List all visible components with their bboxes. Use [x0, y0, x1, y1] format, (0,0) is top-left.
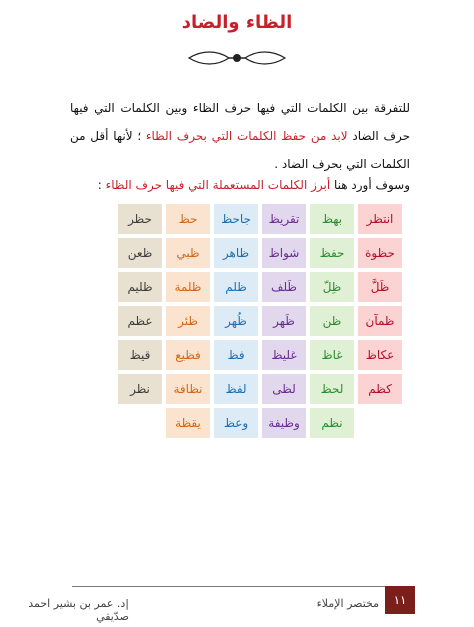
page-title: الظاء والضاد — [181, 12, 293, 33]
table-cell: ظلم — [214, 272, 258, 302]
intro-paragraph — [70, 94, 410, 178]
table-cell — [118, 408, 162, 438]
table-cell: لفظ — [214, 374, 258, 404]
table-cell: تقريظ — [262, 204, 306, 234]
table-cell: ظعن — [118, 238, 162, 268]
table-cell: لحظ — [310, 374, 354, 404]
table-cell — [70, 306, 114, 336]
table-cell: حظوة — [358, 238, 402, 268]
table-cell: بهظ — [310, 204, 354, 234]
table-cell: وعظ — [214, 408, 258, 438]
paragraph-highlight: لابد من حفظ الكلمات التي بحرف الظاء — [145, 129, 348, 143]
table-cell: نظم — [310, 408, 354, 438]
paragraph-text-end: ؛ لأنها أقل من الكلمات التي بحرف الضاد . — [70, 129, 410, 171]
table-cell — [70, 204, 114, 234]
table-cell: عكاظ — [358, 340, 402, 370]
table-cell: عظم — [118, 306, 162, 336]
table-cell: ظمآن — [358, 306, 402, 336]
table-cell: قيظ — [118, 340, 162, 370]
table-cell: غاظ — [310, 340, 354, 370]
table-cell: انتظر — [358, 204, 402, 234]
table-cell: كظم — [358, 374, 402, 404]
intro-text: وسوف أورد هنا — [330, 178, 410, 192]
table-cell: يقظة — [166, 408, 210, 438]
table-cell: شواظ — [262, 238, 306, 268]
intro-highlight: أبرز الكلمات المستعملة التي فيها حرف الظاء — [105, 178, 331, 192]
table-cell: ظَلف — [262, 272, 306, 302]
ornament-divider-icon — [187, 46, 287, 70]
table-cell: جاحظ — [214, 204, 258, 234]
table-cell — [70, 408, 114, 438]
book-title: مختصر الإملاء — [316, 597, 379, 610]
footer-divider — [72, 586, 402, 587]
table-cell: فظيع — [166, 340, 210, 370]
table-cell: فظ — [214, 340, 258, 370]
list-intro — [70, 178, 410, 192]
table-cell: ظبي — [166, 238, 210, 268]
table-cell: ظلمة — [166, 272, 210, 302]
table-cell — [70, 340, 114, 370]
table-cell: حظ — [166, 204, 210, 234]
table-cell: ظئر — [166, 306, 210, 336]
table-cell — [70, 272, 114, 302]
table-cell: نظر — [118, 374, 162, 404]
table-cell — [70, 374, 114, 404]
table-cell: حفظ — [310, 238, 354, 268]
table-cell: ظُهر — [214, 306, 258, 336]
intro-colon: : — [97, 178, 106, 192]
table-cell: ظن — [310, 306, 354, 336]
table-cell: نظافة — [166, 374, 210, 404]
table-cell — [70, 238, 114, 268]
word-table — [72, 204, 402, 438]
table-cell — [358, 408, 402, 438]
table-cell: ظِلّ — [310, 272, 354, 302]
table-cell: ظاهر — [214, 238, 258, 268]
paragraph-text: للتفرقة بين الكلمات التي فيها حرف الظاء وبين الكلمات التي فيها حرف الضاد — [70, 101, 410, 143]
table-cell: لظى — [262, 374, 306, 404]
page-number: ١١ — [385, 586, 415, 614]
table-cell: ظليم — [118, 272, 162, 302]
table-cell: ظَلَّ — [358, 272, 402, 302]
table-cell: ظَهر — [262, 306, 306, 336]
table-cell: حظر — [118, 204, 162, 234]
author-name: |د. عمر بن بشير احمد صدّيقي — [28, 597, 129, 623]
table-cell: وظيفة — [262, 408, 306, 438]
table-cell: غليظ — [262, 340, 306, 370]
